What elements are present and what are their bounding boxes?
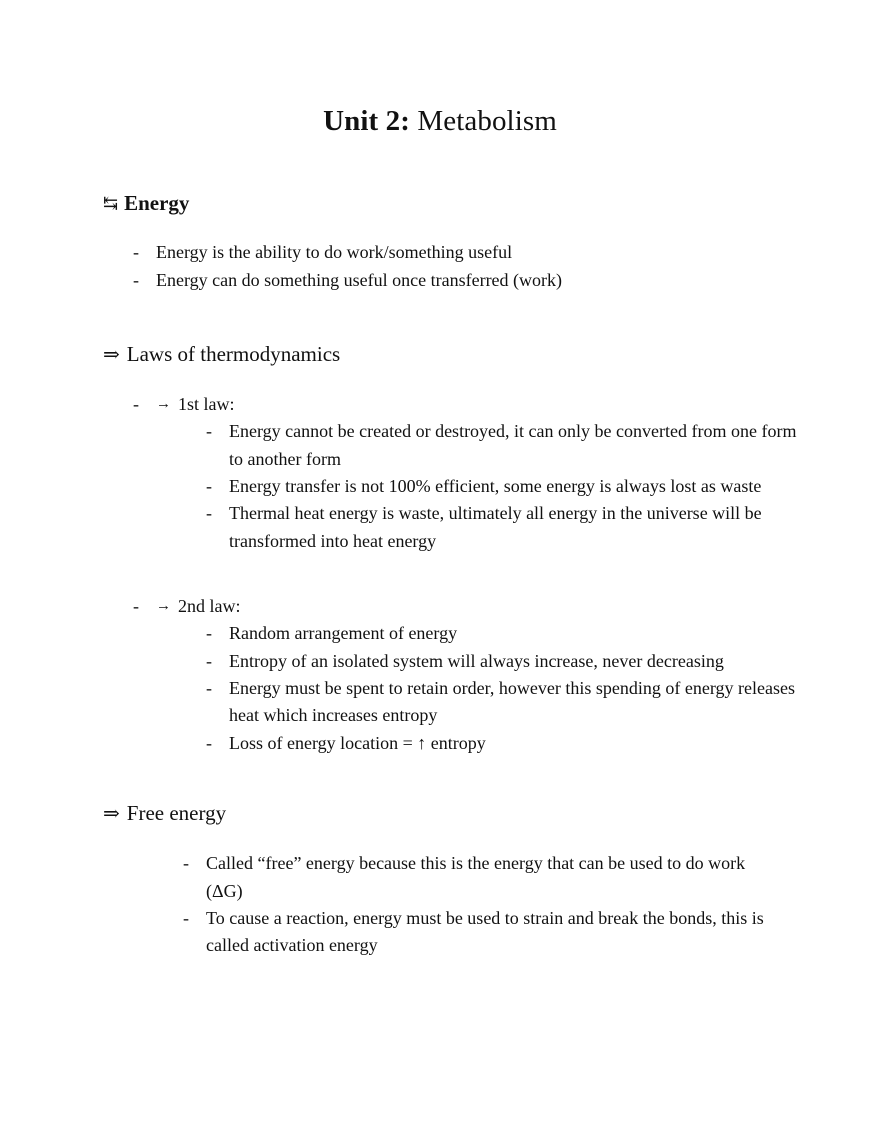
double-right-arrow-icon: ⇒ bbox=[103, 343, 120, 366]
dash-bullet-icon: - bbox=[206, 732, 212, 753]
list-item bbox=[133, 267, 880, 294]
list-item bbox=[206, 730, 880, 757]
section-energy bbox=[0, 139, 880, 294]
list-item bbox=[183, 905, 880, 960]
list-item-text: Loss of energy location = ↑ entropy bbox=[229, 732, 486, 753]
list-item bbox=[133, 239, 880, 266]
second-law-heading bbox=[156, 593, 804, 620]
energy-bullet-list bbox=[133, 239, 880, 294]
dash-bullet-icon: - bbox=[183, 907, 189, 928]
list-item-text: To cause a reaction, energy must be used to strain and break the bonds, this is called activation energy bbox=[206, 907, 764, 956]
dash-bullet-icon: - bbox=[206, 650, 212, 671]
list-item bbox=[206, 620, 880, 647]
dash-bullet-icon: - bbox=[206, 475, 212, 496]
list-item-text: Energy can do something useful once transferred (work) bbox=[156, 269, 563, 290]
page-title bbox=[0, 0, 880, 139]
double-right-arrow-icon: ⇒ bbox=[103, 803, 120, 826]
heading-laws-of-thermodynamics bbox=[0, 340, 880, 369]
dash-bullet-icon: - bbox=[133, 596, 139, 617]
list-item-first-law bbox=[133, 391, 880, 555]
heading-free-energy-label: Free energy bbox=[126, 801, 227, 826]
dash-bullet-icon: - bbox=[206, 678, 212, 699]
list-item-text: Entropy of an isolated system will always increase, never decreasing bbox=[229, 650, 724, 671]
spacer bbox=[0, 828, 880, 850]
right-arrow-icon: → bbox=[156, 598, 171, 615]
list-item bbox=[206, 675, 880, 730]
dash-bullet-icon: - bbox=[133, 269, 139, 290]
spacer bbox=[0, 555, 880, 593]
second-law-bullet-list bbox=[206, 620, 880, 757]
second-law-group bbox=[133, 593, 880, 757]
list-item-second-law bbox=[133, 593, 880, 757]
heading-laws-label: Laws of thermodynamics bbox=[126, 341, 341, 366]
dash-bullet-icon: - bbox=[206, 623, 212, 644]
list-item-text: Energy cannot be created or destroyed, it can only be converted from one form to another form bbox=[229, 421, 797, 469]
list-item bbox=[206, 648, 880, 675]
list-item bbox=[206, 418, 880, 473]
list-item-text: Thermal heat energy is waste, ultimately all energy in the universe will be transformed into heat energy bbox=[229, 503, 762, 551]
free-energy-wrapper bbox=[133, 850, 880, 959]
dash-bullet-icon: - bbox=[133, 393, 139, 414]
heading-energy-label: Energy bbox=[124, 190, 190, 215]
free-energy-bullet-list bbox=[183, 850, 880, 959]
exchange-arrows-icon: ↹ bbox=[103, 192, 119, 213]
list-item-text: Energy must be spent to retain order, however this spending of energy releases heat which increases entropy bbox=[229, 678, 795, 726]
first-law-label: 1st law: bbox=[178, 393, 235, 414]
right-arrow-icon: → bbox=[156, 395, 171, 412]
spacer bbox=[0, 294, 880, 340]
dash-bullet-icon: - bbox=[133, 242, 139, 263]
page-title-unit: Unit 2: bbox=[323, 105, 410, 137]
spacer bbox=[0, 217, 880, 239]
list-item bbox=[206, 500, 880, 555]
heading-free-energy bbox=[0, 799, 880, 828]
section-free-energy bbox=[0, 799, 880, 959]
list-item bbox=[206, 473, 880, 500]
heading-energy bbox=[0, 139, 880, 217]
page-title-topic: Metabolism bbox=[417, 105, 557, 137]
list-item-text: Called “free” energy because this is the energy that can be used to do work (ΔG) bbox=[206, 853, 746, 901]
first-law-heading bbox=[156, 391, 804, 418]
section-laws-of-thermodynamics bbox=[0, 340, 880, 757]
dash-bullet-icon: - bbox=[183, 853, 189, 874]
first-law-bullet-list bbox=[206, 418, 880, 555]
dash-bullet-icon: - bbox=[206, 503, 212, 524]
spacer bbox=[0, 757, 880, 799]
first-law-group bbox=[133, 391, 880, 555]
spacer bbox=[0, 369, 880, 391]
list-item-text: Energy transfer is not 100% efficient, some energy is always lost as waste bbox=[229, 475, 762, 496]
list-item-text: Random arrangement of energy bbox=[229, 623, 458, 644]
dash-bullet-icon: - bbox=[206, 421, 212, 442]
list-item bbox=[183, 850, 880, 905]
list-item-text: Energy is the ability to do work/something useful bbox=[156, 242, 513, 263]
free-energy-outer bbox=[133, 850, 880, 959]
second-law-label: 2nd law: bbox=[178, 596, 241, 617]
